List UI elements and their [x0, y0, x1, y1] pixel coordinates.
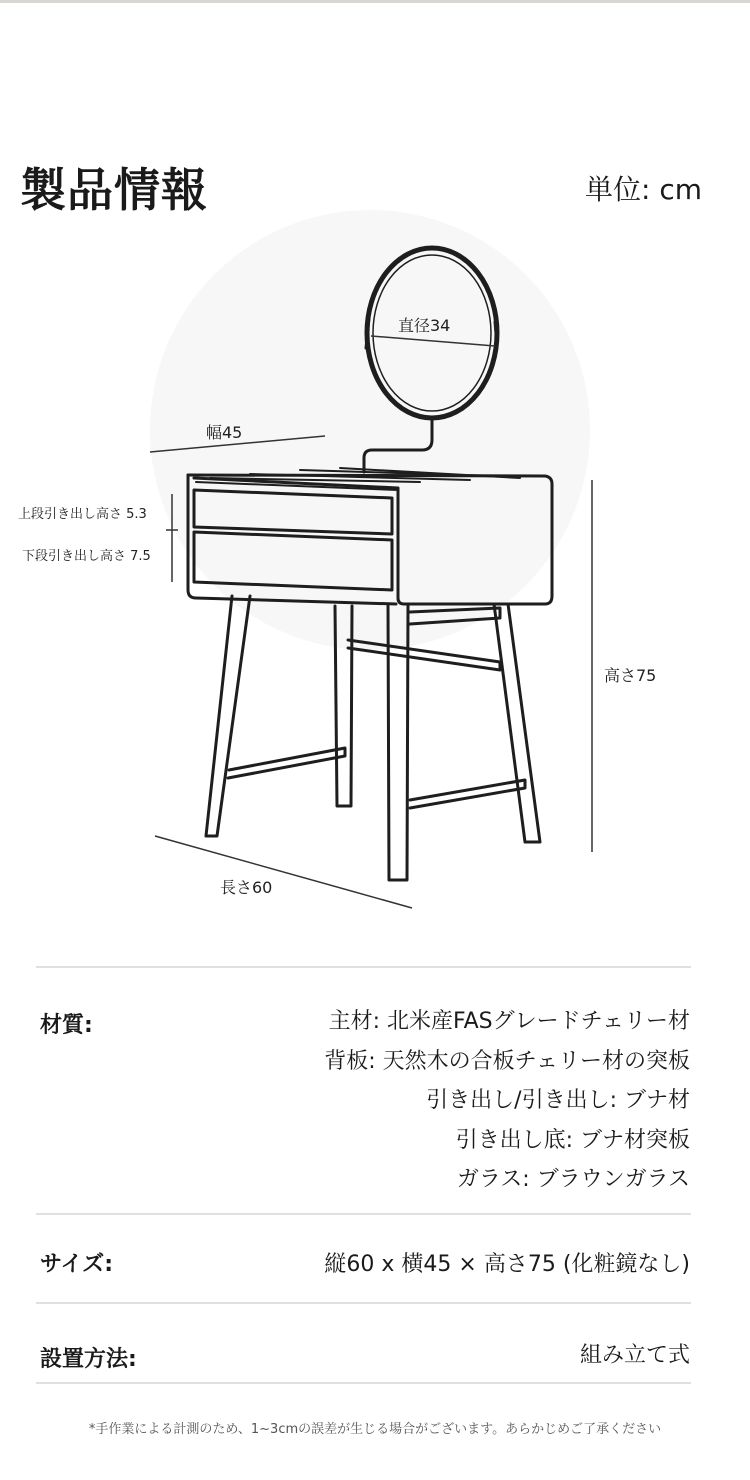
material-value: 背板: 天然木の合板チェリー材の突板: [324, 1048, 690, 1074]
upper-drawer-height-label: 上段引き出し高さ 5.3: [18, 507, 147, 522]
divider: [36, 1213, 691, 1215]
page-title: 製品情報: [20, 163, 208, 217]
size-value: 縦60 x 横45 × 高さ75 (化粧鏡なし): [324, 1252, 690, 1277]
lower-drawer: [194, 532, 392, 590]
length-dimension-line: [155, 836, 412, 908]
mirror-pivot-right: [495, 322, 497, 345]
back-right-leg: [494, 604, 540, 842]
divider: [36, 1382, 691, 1384]
front-stretcher: [410, 780, 525, 808]
back-stretcher: [348, 640, 500, 670]
material-label: 材質:: [40, 1013, 93, 1038]
installation-label: 設置方法:: [40, 1347, 137, 1372]
length-label: 長さ60: [220, 878, 273, 897]
mirror-diameter-label: 直径34: [398, 316, 451, 335]
back-left-leg: [335, 606, 352, 806]
material-values: [324, 1002, 690, 1200]
upper-drawer: [194, 490, 392, 534]
size-label: サイズ:: [40, 1252, 114, 1277]
mirror-stand: [364, 418, 432, 472]
footnote: *手作業による計測のため、1~3cmの誤差が生じる場合がございます。あらかじめご了承ください: [88, 1422, 662, 1437]
installation-value: 組み立て式: [579, 1343, 690, 1368]
unit-label: 単位: cm: [584, 173, 702, 206]
material-value: 主材: 北米産FASグレードチェリー材: [328, 1009, 690, 1034]
material-value: 引き出し/引き出し: ブナ材: [426, 1088, 690, 1113]
lower-drawer-height-label: 下段引き出し高さ 7.5: [22, 549, 151, 564]
divider: [36, 966, 691, 968]
divider: [36, 1302, 691, 1304]
height-label: 高さ75: [604, 666, 657, 685]
material-value: ガラス: ブラウンガラス: [456, 1167, 690, 1192]
apron-back: [410, 608, 500, 624]
side-stretcher-left: [228, 748, 345, 778]
material-value: 引き出し底: ブナ材突板: [455, 1127, 690, 1153]
width-label: 幅45: [206, 423, 243, 442]
diameter-dimension-line: [371, 336, 495, 346]
front-left-leg: [206, 596, 250, 836]
